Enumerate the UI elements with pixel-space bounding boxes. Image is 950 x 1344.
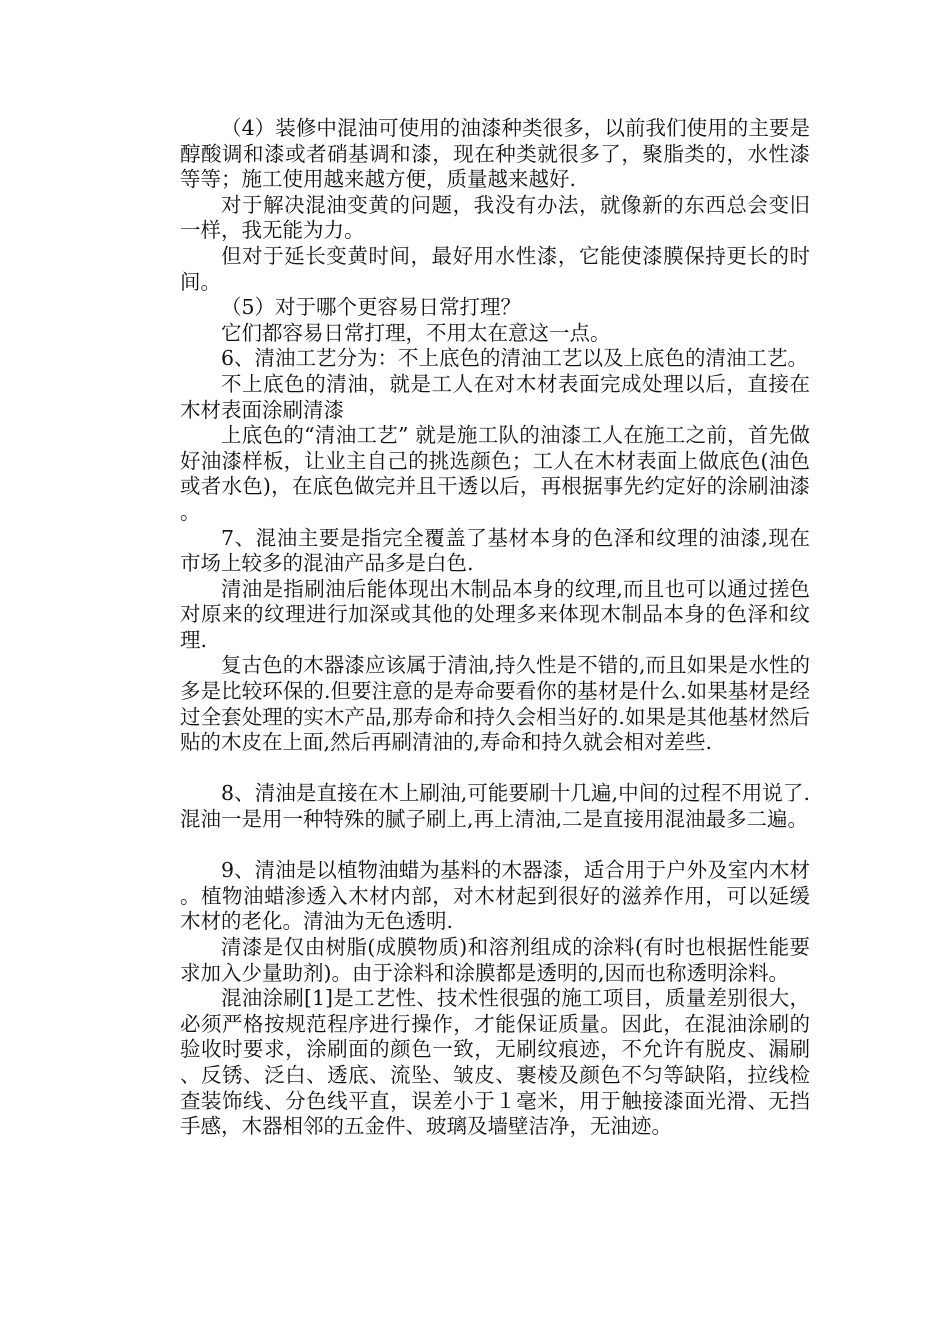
paragraph: 复古色的木器漆应该属于清油,持久性是不错的,而且如果是水性的多是比较环保的.但要注意的是寿命要看你的基材是什么.如果基材是经过全套处理的实木产品,那寿命和持久会相当好的.如果是其他基材然后贴的木皮在上面,然后再刷清油的,寿命和持久就会相对差些. (180, 653, 810, 755)
blank-line (180, 833, 810, 859)
blank-line (180, 756, 810, 782)
paragraph: 清漆是仅由树脂(成膜物质)和溶剂组成的涂料(有时也根据性能要求加入少量助剂)。由于涂料和涂膜都是透明的,因而也称透明涂料。 (180, 935, 810, 985)
paragraph: 但对于延长变黄时间，最好用水性漆，它能使漆膜保持更长的时间。 (180, 243, 810, 294)
paragraph: 6、清油工艺分为：不上底色的清油工艺以及上底色的清油工艺。 (221, 346, 809, 371)
paragraph: 8、清油是直接在木上刷油,可能要刷十几遍,中间的过程不用说了.混油一是用一种特殊的腻子刷上,再上清油,二是直接用混油最多二遍。 (180, 781, 810, 832)
paragraph: 它们都容易日常打理，不用太在意这一点。 (221, 320, 611, 345)
paragraph: 对于解决混油变黄的问题，我没有办法，就像新的东西总会变旧一样，我无能为力。 (180, 192, 810, 243)
paragraph: 不上底色的清油，就是工人在对木材表面完成处理以后，直接在木材表面涂刷清漆 (180, 371, 810, 422)
paragraph: 上底色的“清油工艺” 就是施工队的油漆工人在施工之前，首先做好油漆样板，让业主自己的挑选颜色；工人在木材表面上做底色(油色或者水色)，在底色做完并且干透以后，再根据事先约定好的涂刷油漆。 (180, 423, 810, 524)
paragraph: 混油涂刷[1]是工艺性、技术性很强的施工项目，质量差别很大，必须严格按规范程序进行操作，才能保证质量。因此，在混油涂刷的验收时要求，涂刷面的颜色一致，无刷纹痕迹，不允许有脱皮、漏刷、反锈、泛白、透底、流坠、皱皮、裹棱及颜色不匀等缺陷，拉线检查装饰线、分色线平直，误差小于１毫米，用于触接漆面光滑、无挡手感，木器相邻的五金件、玻璃及墙壁洁净，无油迹。 (180, 986, 810, 1139)
document-body (180, 116, 810, 1140)
paragraph: 7、混油主要是指完全覆盖了基材本身的色泽和纹理的油漆,现在市场上较多的混油产品多是白色. (180, 525, 810, 576)
paragraph: （5）对于哪个更容易日常打理？ (221, 295, 522, 320)
paragraph: （4）装修中混油可使用的油漆种类很多，以前我们使用的主要是醇酸调和漆或者硝基调和漆，现在种类就很多了，聚脂类的，水性漆等等；施工使用越来越方便，质量越来越好. (180, 116, 810, 192)
paragraph: 清油是指刷油后能体现出木制品本身的纹理,而且也可以通过搓色对原来的纹理进行加深或其他的处理多来体现木制品本身的色泽和纹理. (180, 576, 810, 652)
paragraph: 9、清油是以植物油蜡为基料的木器漆，适合用于户外及室内木材。植物油蜡渗透入木材内部，对木材起到很好的滋养作用，可以延缓木材的老化。清油为无色透明. (180, 858, 810, 934)
